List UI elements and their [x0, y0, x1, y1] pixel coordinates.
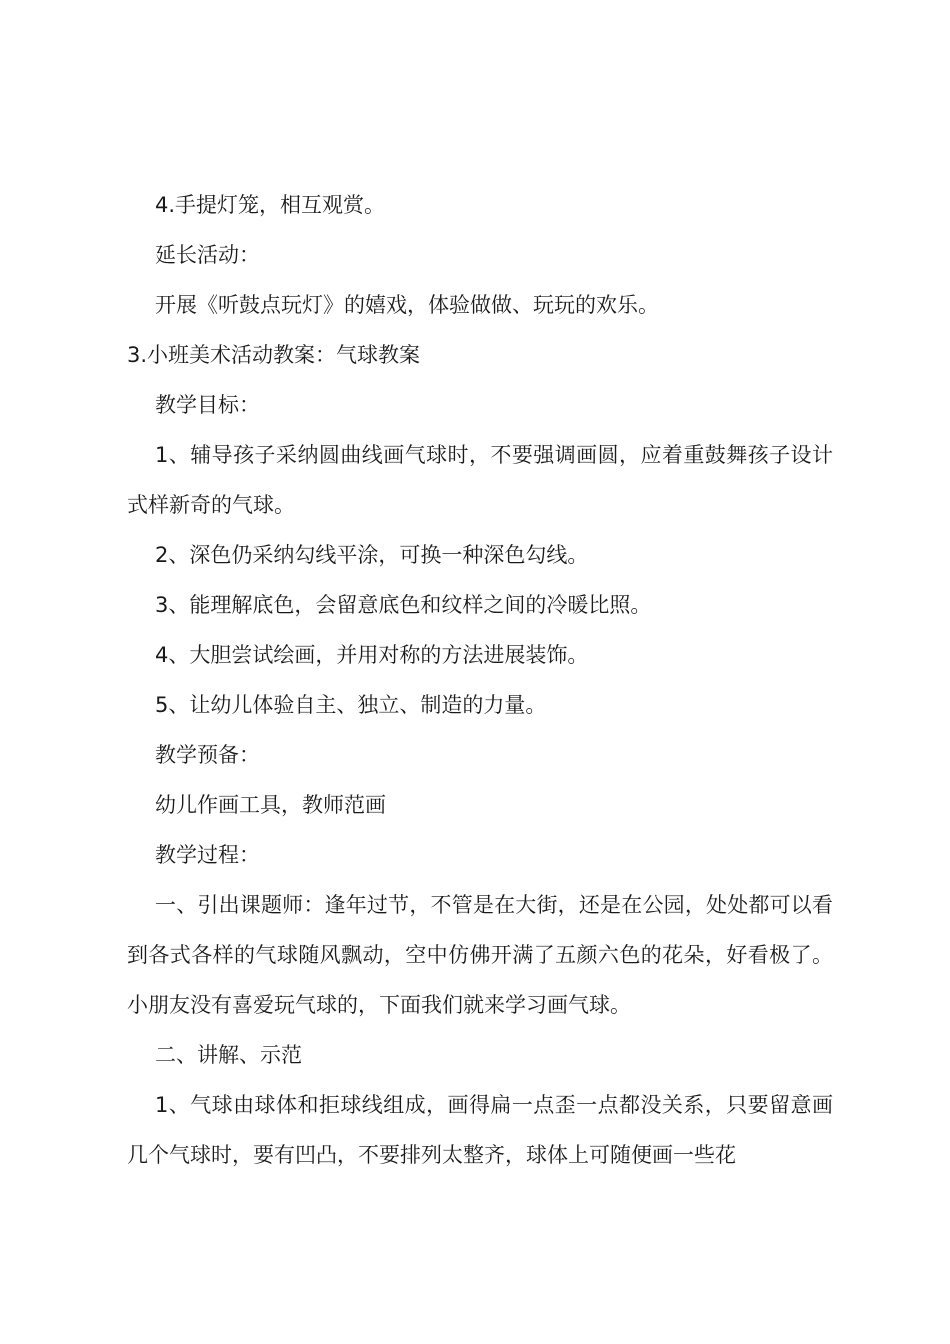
paragraph: 1、气球由球体和拒球线组成，画得扁一点歪一点都没关系，只要留意画几个气球时，要有凹凸，不要排列太整齐，球体上可随便画一些花	[127, 1093, 833, 1167]
section-label: 教学目标：	[155, 393, 260, 417]
paragraph: 幼儿作画工具，教师范画	[155, 793, 386, 817]
list-item: 4、大胆尝试绘画，并用对称的方法进展装饰。	[155, 643, 589, 667]
list-item: 3、能理解底色，会留意底色和纹样之间的冷暖比照。	[155, 593, 652, 617]
section-label: 教学预备：	[155, 743, 260, 767]
list-item: 1、辅导孩子采纳圆曲线画气球时，不要强调画圆，应着重鼓舞孩子设计式样新奇的气球。	[127, 443, 833, 517]
section-heading: 3.小班美术活动教案：气球教案	[127, 343, 421, 367]
paragraph: 4.手提灯笼，相互观赏。	[155, 193, 386, 217]
section-label: 二、讲解、示范	[155, 1043, 302, 1067]
list-item: 5、让幼儿体验自主、独立、制造的力量。	[155, 693, 547, 717]
paragraph: 一、引出课题师：逢年过节，不管是在大街，还是在公园，处处都可以看到各式各样的气球随风飘动，空中仿佛开满了五颜六色的花朵，好看极了。小朋友没有喜爱玩气球的，下面我们就来学习画气球。	[127, 893, 833, 1017]
document-body	[127, 180, 833, 1180]
section-label: 延长活动：	[155, 243, 260, 267]
list-item: 2、深色仍采纳勾线平涂，可换一种深色勾线。	[155, 543, 589, 567]
section-label: 教学过程：	[155, 843, 260, 867]
paragraph: 开展《听鼓点玩灯》的嬉戏，体验做做、玩玩的欢乐。	[155, 293, 659, 317]
